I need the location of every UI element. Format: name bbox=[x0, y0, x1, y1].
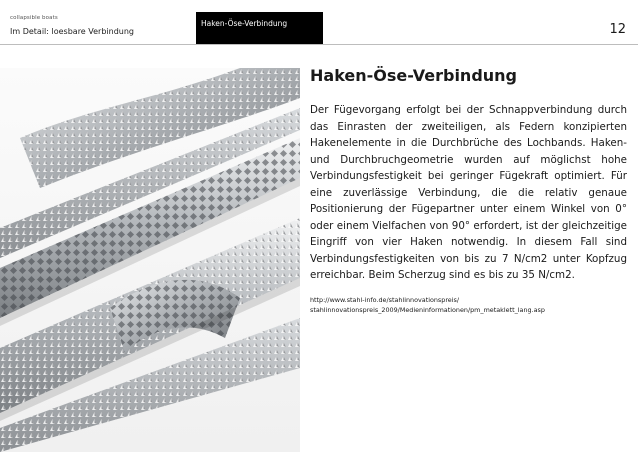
section-header-box bbox=[196, 12, 323, 44]
article bbox=[310, 66, 627, 315]
header-divider bbox=[0, 44, 638, 45]
article-title: Haken-Öse-Verbindung bbox=[310, 66, 517, 85]
metal-strips-illustration bbox=[0, 68, 300, 452]
page-number: 12 bbox=[609, 22, 626, 37]
article-source-link[interactable] bbox=[310, 295, 627, 315]
header-left bbox=[10, 14, 190, 37]
article-body: Der Fügevorgang erfolgt bei der Schnappverbindung durch das Einrasten der zweiteiligen, als Federn konzipierten Hakenelemente in die Durchbrüche des Lochbands. Haken- und Durchbruchgeometrie wurden auf möglichst hohe Verbindungsfestigkeit bei geringer Fügekraft optimiert. Für eine zuverlässige Verbindung, die die relativ genaue Positionierung der Fügepartner unter einem Winkel von 0° oder einem Vielfachen von 90° erfordert, ist der gleichzeitige Eingriff von vier Haken notwendig. In diesem Fall sind Verbindungsfestigkeiten von bis zu 7 N/cm2 unter Kopfzug erreichbar. Beim Scherzug sind es bis zu 35 N/cm2. bbox=[310, 104, 627, 281]
header-small-label: collapsible boats bbox=[10, 15, 58, 21]
header-subtitle: Im Detail: loesbare Verbindung bbox=[10, 27, 134, 36]
source-url-line-1[interactable]: http://www.stahl-info.de/stahlinnovationspreis/ bbox=[310, 295, 459, 304]
metal-strips-photo bbox=[0, 68, 300, 452]
section-header-label: Haken-Öse-Verbindung bbox=[201, 19, 288, 28]
source-url-line-2[interactable]: stahlinnovationspreis_2009/Medieninformationen/pm_metaklett_lang.asp bbox=[310, 305, 545, 314]
